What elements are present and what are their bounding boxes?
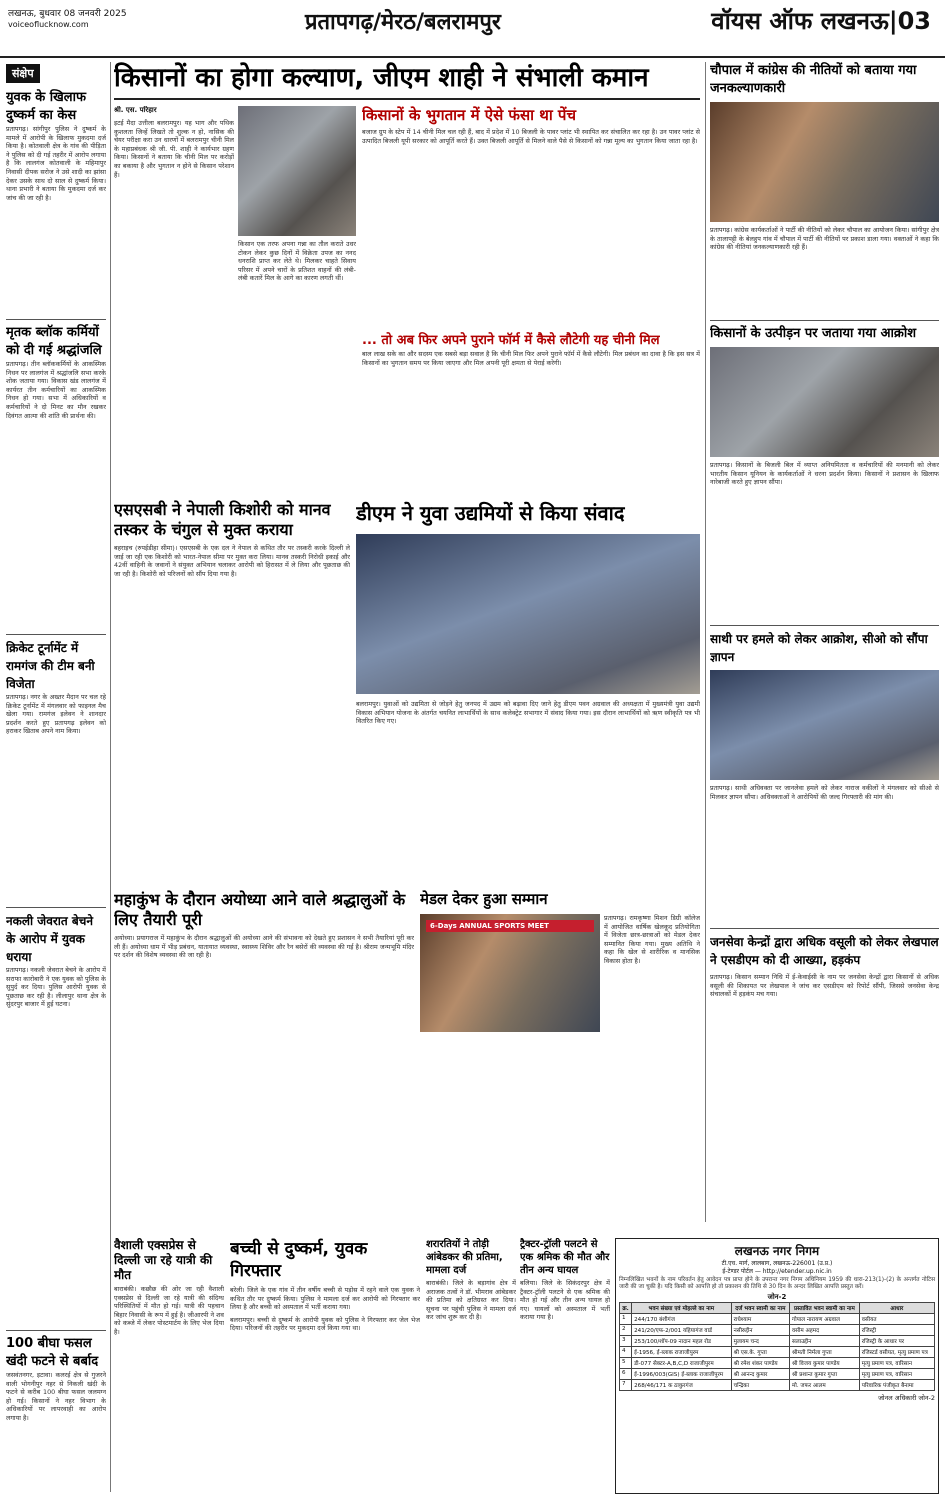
kisan-headline: किसानों के उत्पीड़न पर जताया गया आक्रोश [710, 326, 917, 341]
ambedkar-headline: शरारतियों ने तोड़ी आंबेडकर की प्रतिमा, मामला दर्ज [426, 1239, 503, 1276]
table-cell: श्री प्रशान्त कुमार गुप्ता [790, 1369, 860, 1380]
rape-headline: बच्ची से दुष्कर्म, युवक गिरफ्तार [230, 1239, 368, 1281]
table-cell: श्रीमती निर्मला गुप्ता [790, 1347, 860, 1358]
sankshep-head: क्रिकेट टूर्नामेंट में रामगंज की टीम बनी विजेता [6, 641, 95, 691]
kisan-protest-photo [710, 347, 939, 457]
advocates-photo [710, 670, 939, 780]
sankshep-body: प्रतापगढ़। सांगीपुर पुलिस ने दुष्कर्म के मामले में आरोपी के खिलाफ मुकदमा दर्ज किया है। कोतवाली क्षेत्र के गांव की पीड़िता ने पुलिस को दी गई तहरीर में आरोप लगाया है कि लालगंज कोतवाली के महिमापुर निवासी दीपक सरोज ने उसे शादी का झांसा देकर उसके साथ दो साल से दुष्कर्म किया। थाना प्रभारी ने बताया कि मुकदमा दर्ज कर जांच की जा रही है। [6, 125, 106, 202]
notice-org: लखनऊ नगर निगम [734, 1244, 820, 1258]
col-header: आधार [859, 1303, 934, 1314]
ssb-headline: एसएसबी ने नेपाली किशोरी को मानव तस्कर के चंगुल से मुक्त कराया [114, 500, 331, 539]
sankshep-body: प्रतापगढ़। नकली जेवरात बेचने के आरोप में सराफा कारोबारी ने एक युवक को पुलिस के सुपुर्द कर दिया। पुलिस आरोपी युवक से पूछताछ कर रही है। लीलापुर थाना क्षेत्र के सुंदरपुर बाजार में हुई घटना। [6, 966, 106, 1009]
tractor-headline: ट्रैक्टर-ट्रॉली पलटने से एक श्रमिक की मौत और तीन अन्य घायल [520, 1239, 610, 1276]
sankshep-head: मृतक ब्लॉक कर्मियों को दी गई श्रद्धांजलि [6, 325, 102, 358]
lead-col1: इटई मैदा उत्तीला बलरामपुर। यह भाग और पथिक कुशलता जिन्हें लिखते तो शुल्क न हो, नासिक की चेयर परीक्षा करा उन धारणों में बलरामपुर चीनी मिल के महाप्रबंधक श्री जी. पी. शाही ने कार्यभार ग्रहण किया। किसानों ने बताया कि चीनी मिल पर करोड़ों का बकाया है और भुगतान न होने से किसान परेशान हैं। [114, 119, 234, 179]
dm-story [356, 500, 700, 880]
website: voiceoflucknow.com [8, 20, 89, 29]
table-row [620, 1369, 935, 1380]
medal-story [420, 890, 700, 1230]
col-header: भवन संख्या एवं मोहल्ले का नाम [632, 1303, 732, 1314]
kisan-body: प्रतापगढ़। किसानों के बिजली बिल में व्याप्त अनियमितता व कर्मचारियों की मनमानी को लेकर भारतीय किसान यूनियन के कार्यकर्ताओं ने धरना प्रदर्शन किया। किसानों ने प्रशासन के खिलाफ नारेबाजी करते हुए ज्ञापन सौंपा। [710, 461, 939, 487]
nagar-nigam-notice [615, 1238, 939, 1494]
col-header: क्र. [620, 1303, 632, 1314]
ambedkar-story [426, 1238, 516, 1492]
ssb-story [114, 500, 350, 880]
gm-portrait-photo [238, 106, 356, 236]
congress-story [710, 62, 939, 316]
dm-headline: डीएम ने युवा उद्यमियों से किया संवाद [356, 501, 625, 525]
congress-headline: चौपाल में कांग्रेस की नीतियों को बताया गया जनकल्याणकारी [710, 63, 917, 96]
table-cell: श्री आनन्द कुमार [731, 1369, 789, 1380]
table-cell: चन्द्रिका [731, 1380, 789, 1391]
lead-story [114, 62, 700, 492]
sathi-body: प्रतापगढ़। साथी अधिवक्ता पर जानलेवा हमले को लेकर नाराज वकीलों ने मंगलवार को सीओ से मिलकर ज्ञापन सौंपा। अधिवक्ताओं ने आरोपियों की जल्द गिरफ्तारी की मांग की। [710, 784, 939, 801]
sankshep-item [6, 912, 106, 1326]
sports-meet-photo [420, 914, 600, 1032]
table-row [620, 1314, 935, 1325]
table-row [620, 1336, 935, 1347]
medal-body: प्रतापगढ़। रामकृष्णा मिशन डिग्री कॉलेज में आयोजित वार्षिक खेलकूद प्रतियोगिता में विजेता छात्र-छात्राओं को मेडल देकर सम्मानित किया गया। मुख्य अतिथि ने कहा कि खेल से शारीरिक व मानसिक विकास होता है। [604, 914, 700, 965]
notice-intro: निम्नलिखित भवनों के नाम परिवर्तन हेतु आवेदन पत्र प्राप्त होने के उपरान्त नगर निगम अधिनियम 1959 की धारा-213(1)-(2) के अन्तर्गत नोटिस जारी की जा चुकी है। यदि किसी को आपत्ति हो तो प्रकाशन की तिथि से 30 दिन के अन्दर लिखित आपत्ति प्रस्तुत करें। [619, 1277, 935, 1290]
table-cell: 268/46/171 क ठाकुरगंज [632, 1380, 732, 1391]
table-cell: 253/100/शॉप-09 नादान महल रोड [632, 1336, 732, 1347]
brand-name: वॉयस ऑफ लखनऊ [711, 7, 889, 35]
tractor-body: बलिया। जिले के सिकंदरपुर क्षेत्र में ट्रैक्टर-ट्रॉली पलटने से एक श्रमिक की मौत हो गई और तीन अन्य घायल हो गए। घायलों को अस्पताल में भर्ती कराया गया है। [520, 1279, 610, 1322]
lead-col3: बजाज ग्रुप के स्टेप में 14 चीनी मिल चल रही हैं, बाद में प्रदेश में 10 बिजली के पावर प्लांट भी स्थापित कर संचालित कर रहा है। उन पावर प्लांट से उत्पादित बिजली यूपी सरकार को आपूर्ति करते हैं। उक्त बिजली आपूर्ति से मिलने वाले पैसे से किसानों को गन्ना मूल्य का भुगतान किया जाता रहा है। [362, 128, 700, 145]
table-cell: वसीम अहमद [790, 1325, 860, 1336]
table-cell: रजिस्ट्री के आधार पर [859, 1336, 934, 1347]
notice-zone: जोन-2 [767, 1293, 787, 1301]
chaupal-photo [710, 102, 939, 222]
rape-body-2: बलरामपुर। बच्ची से दुष्कर्म के आरोपी युवक को पुलिस ने गिरफ्तार कर जेल भेज दिया। परिजनों की तहरीर पर मुकदमा दर्ज किया गया था। [230, 1315, 420, 1333]
col-header: प्रस्तावित भवन स्वामी का नाम [790, 1303, 860, 1314]
sankshep-body: प्रतापगढ़। नगर के अख्तर मैदान पर चल रहे क्रिकेट टूर्नामेंट में मंगलवार को फाइनल मैच खेला गया। रामगंज इलेवन ने शानदार प्रदर्शन करते हुए प्रतापगढ़ इलेवन को हराकर खिताब अपने नाम किया। [6, 693, 106, 736]
sports-banner-text: 6-Days ANNUAL SPORTS MEET [426, 920, 594, 932]
janseva-headline: जनसेवा केन्द्रों द्वारा अधिक वसूली को लेकर लेखपाल ने एसडीएम को दी आख्या, हड़कंप [710, 935, 939, 967]
dateline: लखनऊ, बुधवार 08 जनवरी 2025 [8, 9, 127, 19]
table-cell: रजिस्टर्ड वसीयत, मृत्यु प्रमाण पत्र [859, 1347, 934, 1358]
table-cell: परिवारिक पंजीकृत बैनामा [859, 1380, 934, 1391]
notice-address: टी.एच. मार्ग, लालबाग, लखनऊ-226001 (उ.प्र.) [721, 1260, 833, 1267]
table-cell: डी-077 सेक्टर-A,B,C,D राजाजीपुरम [632, 1358, 732, 1369]
table-cell: श्री एस.के. गुप्ता [731, 1347, 789, 1358]
vaishali-body: बाराबंकी। कछौछ की ओर जा रही वैशाली एक्सप्रेस से दिल्ली जा रहे यात्री की संदिग्ध परिस्थितियों में मौत हो गई। यात्री की पहचान बिहार निवासी के रूप में हुई है। जीआरपी ने शव को कब्जे में लेकर पोस्टमार्टम के लिए भेज दिया है। [114, 1285, 224, 1336]
table-cell: वसीयत [859, 1314, 934, 1325]
masthead [0, 0, 945, 58]
sathi-story [710, 630, 939, 924]
janseva-story [710, 933, 939, 1093]
table-cell: 6 [620, 1369, 632, 1380]
rape-story [230, 1238, 420, 1492]
table-cell: श्री रमेश शंकर पाण्डेय [731, 1358, 789, 1369]
table-cell: रजिस्ट्री [859, 1325, 934, 1336]
sankshep-label: संक्षेप [6, 64, 40, 83]
table-row [620, 1325, 935, 1336]
sankshep-item [6, 1335, 106, 1492]
table-cell: 241/20/एफ-2/001 यहियागंज वार्ड [632, 1325, 732, 1336]
sankshep-item [6, 324, 106, 630]
sankshep-body: जसवंतनगर, इटावा। कलरई क्षेत्र से गुजरने वाली भोगनीपुर नहर से निकली खंदी के फटने से करीब 100 बीघा फसल जलमग्न हो गई। किसानों ने नहर विभाग के अधिकारियों पर लापरवाही का आरोप लगाया है। [6, 1371, 106, 1422]
lead-col2: किसान एक तरफ अपना गन्ना का तौल कराते उधर टोकन लेकर कुछ दिनों में विक्रेता उपज का ननद धनराशि प्राप्त कर लेते थे। मिलकर चाहते सिवाय परिसर में अपने चारों के प्रतिशत वाहनों की लंबी-लंबी कतारें मिल के आगे का कारण लगती थीं। [238, 240, 356, 283]
table-cell: 2 [620, 1325, 632, 1336]
sankshep-head: नकली जेवरात बेचने के आरोप में युवक धराया [6, 914, 94, 964]
table-cell: मुलायम चन्द [731, 1336, 789, 1347]
table-row [620, 1380, 935, 1391]
brand-title: वॉयस ऑफ लखनऊ|03 [711, 7, 931, 35]
dm-meeting-photo [356, 534, 700, 694]
table-cell: राधेश्याम [731, 1314, 789, 1325]
table-cell: नसीरुद्दीन [731, 1325, 789, 1336]
dm-body: बलरामपुर। युवाओं को उद्यमिता से जोड़ने हेतु जनपद में उद्यम को बढ़ावा दिए जाने हेतु डीएम पवन अग्रवाल की अध्यक्षता में मुख्यमंत्री युवा उद्यमी विकास अभियान योजना के अंतर्गत चयनित लाभार्थियों के साथ कलेक्ट्रेट सभागार में संवाद किया गया। इस दौरान लाभार्थियों को ऋण स्वीकृति पत्र भी वितरित किए गए। [356, 700, 700, 726]
notice-table [619, 1302, 935, 1391]
sankshep-item [6, 89, 106, 315]
ssb-body: बहराइच (रुपईडीहा सीमा)। एसएसबी के एक दल ने नेपाल से कथित तौर पर तस्करी करके दिल्ली ले जाई जा रही एक किशोरी को भारत-नेपाल सीमा पर मुक्त करा लिया। मानव तस्करी निरोधी इकाई और 42वीं वाहिनी के जवानों ने संयुक्त अभियान चलाकर आरोपी को हिरासत में ले लिया और पूछताछ की जा रही है। किशोरी को परिजनों को सौंप दिया गया है। [114, 544, 350, 578]
sankshep-head: युवक के खिलाफ दुष्कर्म का केस [6, 90, 86, 123]
right-column [710, 62, 939, 1222]
table-cell: 244/170 बंशीगंज [632, 1314, 732, 1325]
table-row [620, 1347, 935, 1358]
lead-subhead-1: किसानों के भुगतान में ऐसे फंसा था पेंच [362, 106, 576, 124]
sathi-headline: साथी पर हमले को लेकर आक्रोश, सीओ को सौंपा ज्ञापन [710, 632, 928, 664]
notice-signature: जोनल अधिकारी जोन-2 [878, 1394, 935, 1402]
table-row [620, 1358, 935, 1369]
table-cell: ई-1996/003(GIS) ई-ब्लाक राजाजीपुरम [632, 1369, 732, 1380]
table-cell: 4 [620, 1347, 632, 1358]
sankshep-head: 100 बीघा फसल खंदी फटने से बर्बाद [6, 1336, 99, 1369]
byline: श्री. एस. परिहार [114, 106, 157, 114]
table-cell: 3 [620, 1336, 632, 1347]
edition-title: प्रतापगढ़/मेरठ/बलरामपुर [305, 10, 501, 35]
sankshep-body: प्रतापगढ़। तीन ब्लॉककर्मियों के आकस्मिक निधन पर लालगंज में श्रद्धांजलि सभा करके शोक जताया गया। विकास खंड लालगंज में कार्यरत तीन कर्मचारियों का आकस्मिक निधन हो गया। सभा में अधिकारियों व कर्मचारियों ने दो मिनट का मौन रखकर दिवंगत आत्मा की शांति की प्रार्थना की। [6, 360, 106, 420]
table-cell: मृत्यु प्रमाण पत्र, वारिसान [859, 1369, 934, 1380]
sankshep-column [6, 62, 106, 1492]
congress-body: प्रतापगढ़। कांग्रेस कार्यकर्ताओं ने पार्टी की नीतियों को लेकर चौपाल का आयोजन किया। सांगीपुर क्षेत्र के तालापट्टी के बेलहुप गांव में चौपाल में पार्टी की नीतियों पर प्रकाश डाला गया। वक्ताओं ने कहा कि कांग्रेस की नीतियां जनकल्याणकारी रही हैं। [710, 226, 939, 252]
table-cell: श्री विजय कुमार पाण्डेय [790, 1358, 860, 1369]
lead-subhead-2: ... तो अब फिर अपने पुराने फॉर्म में कैसे लौटेगी यह चीनी मिल [362, 333, 660, 348]
lead-col4: बाल लाख सके का और सदस्य एक सबसे बड़ा सवाल है कि चीनी मिल फिर अपने पुराने फॉर्म में कैसे लौटेगी। मिल प्रबंधन का दावा है कि इस सत्र में किसानों का भुगतान समय पर किया जाएगा और मिल अपनी पूरी क्षमता से पेराई करेगी। [362, 350, 700, 367]
vaishali-headline: वैशाली एक्सप्रेस से दिल्ली जा रहे यात्री की मौत [114, 1238, 213, 1282]
mahakumbh-story [114, 890, 414, 1230]
table-cell: मृत्यु प्रमाण पत्र, वारिसान [859, 1358, 934, 1369]
table-cell: ई-1956, ई-ब्लाक राजाजीपुरम [632, 1347, 732, 1358]
notice-portal: ई-टेण्डर पोर्टल — http://etender.up.nic.in [722, 1268, 832, 1275]
kisan-story [710, 325, 939, 621]
mahakumbh-body: अयोध्या। प्रयागराज में महाकुंभ के दौरान श्रद्धालुओं की अयोध्या आने की संभावना को देखते हुए प्रशासन ने सभी तैयारियां पूरी कर ली हैं। अयोध्या धाम में भीड़ प्रबंधन, यातायात व्यवस्था, स्वास्थ्य शिविर और रैन बसेरों की व्यवस्था की गई है। श्रीराम जन्मभूमि मंदिर पर दर्शन की विशेष व्यवस्था की जा रही है। [114, 934, 414, 960]
vaishali-story [114, 1238, 224, 1492]
mahakumbh-headline: महाकुंभ के दौरान अयोध्या आने वाले श्रद्धालुओं के लिए तैयारी पूरी [114, 890, 406, 929]
table-cell: 1 [620, 1314, 632, 1325]
medal-headline: मेडल देकर हुआ सम्मान [420, 890, 548, 908]
table-cell: 7 [620, 1380, 632, 1391]
table-cell: गोपाल नारायण अग्रवाल [790, 1314, 860, 1325]
ambedkar-body: बाराबंकी। जिले के बड़ागांव क्षेत्र में अराजक तत्वों ने डॉ. भीमराव आंबेडकर की प्रतिमा को क्षतिग्रस्त कर दिया। सूचना पर पहुंची पुलिस ने मामला दर्ज कर जांच शुरू कर दी है। [426, 1279, 516, 1322]
lead-headline: किसानों का होगा कल्याण, जीएम शाही ने संभाली कमान [114, 62, 700, 100]
col-header: दर्ज भवन स्वामी का नाम [731, 1303, 789, 1314]
rape-body-1: बरेली। जिले के एक गांव में तीन वर्षीय बच्ची से पड़ोस में रहने वाले एक युवक ने कथित तौर पर दुष्कर्म किया। पुलिस ने मामला दर्ज कर आरोपी को गिरफ्तार कर लिया है और बच्ची को अस्पताल में भर्ती कराया गया। [230, 1286, 420, 1312]
page-number: 03 [897, 7, 931, 35]
tractor-story [520, 1238, 610, 1492]
table-cell: मो. जफर आलम [790, 1380, 860, 1391]
janseva-body: प्रतापगढ़। किसान सम्मान निधि में ई-केवाईसी के नाम पर जनसेवा केन्द्रों द्वारा किसानों से अधिक वसूली की शिकायत पर लेखपाल ने जांच कर एसडीएम को रिपोर्ट सौंपी, जिससे जनसेवा केन्द्र संचालकों में हड़कंप मच गया। [710, 973, 939, 999]
sankshep-item [6, 639, 106, 903]
table-cell: 5 [620, 1358, 632, 1369]
table-cell: सलाउद्दीन [790, 1336, 860, 1347]
